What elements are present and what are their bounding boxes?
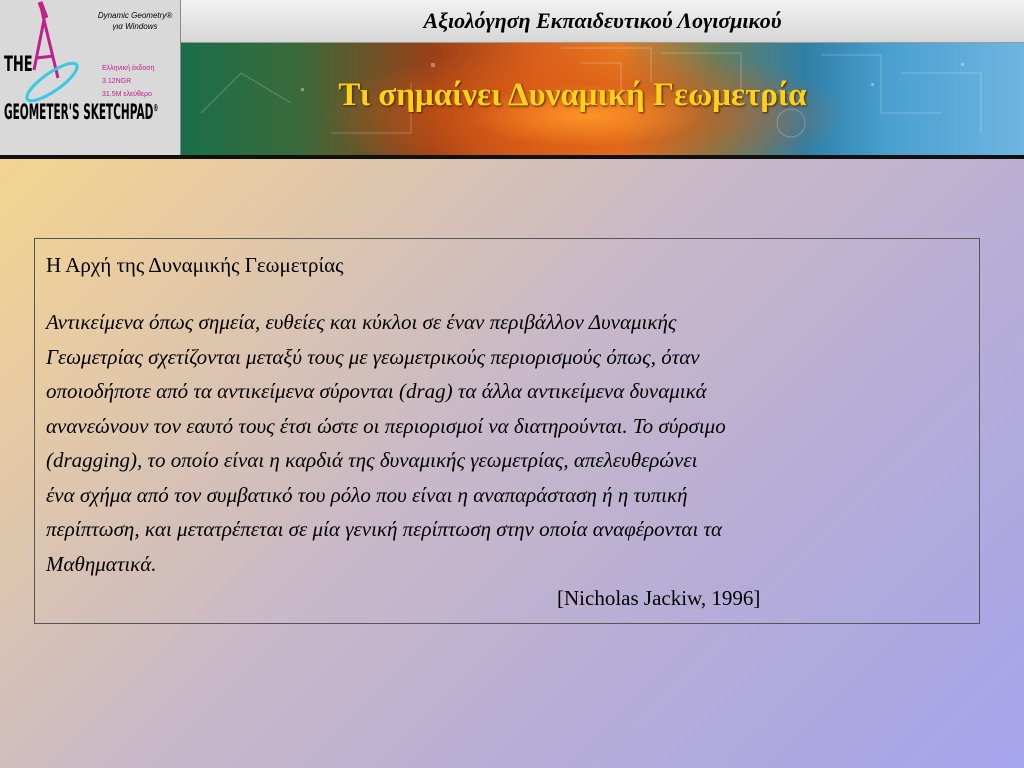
quote-box [34,238,980,624]
logo-tagline-line2: για Windows [112,22,158,31]
logo-edition-line2: 31.5M ελεύθερο [102,91,152,98]
quote-line: περίπτωση, και μετατρέπεται σε μία γενική περίπτωση στην οποία αναφέρονται τα [46,517,723,541]
logo-the: THE [4,52,33,76]
quote-line: Αντικείμενα όπως σημεία, ευθείες και κύκλοι σε έναν περιβάλλον Δυναμικής [46,310,677,334]
quote-line: οποιοδήποτε από τα αντικείμενα σύρονται (drag) τα άλλα αντικείμενα δυναμικά [46,379,707,403]
sketchpad-logo [0,0,181,155]
quote-heading: Η Αρχή της Δυναμικής Γεωμετρίας [46,253,344,277]
logo-registered-mark: ® [153,103,159,114]
quote-line: ένα σχήμα από τον συμβατικό του ρόλο που είναι η αναπαράσταση ή η τυπική [46,482,688,507]
header-divider [0,155,1024,159]
quote-paragraph [46,305,967,581]
quote-line: Γεωμετρίας σχετίζονται μεταξύ τους με γεωμετρικούς περιορισμούς όπως, όταν [46,344,700,369]
header-strip [181,0,1024,43]
logo-tagline [90,10,180,32]
logo-edition [102,62,174,101]
header-banner [181,43,1024,155]
slide-title: Τι σημαίνει Δυναμική Γεωμετρία [338,77,807,113]
quote-line: ανανεώνουν τον εαυτό τους έτσι ώστε οι περιορισμοί να διατηρούνται. Το σύρσιμο [46,413,726,438]
quote-line: Μαθηματικά. [46,551,157,576]
logo-tagline-line1: Dynamic Geometry® [97,11,173,20]
logo-edition-line1: Ελληνική έκδοση 3.12NGR [102,65,155,85]
logo-name-text: GEOMETER'S SKETCHPAD [4,100,154,124]
course-title: Αξιολόγηση Εκπαιδευτικού Λογισμικού [423,8,782,33]
logo-name [4,98,158,123]
quote-citation: [Nicholas Jackiw, 1996] [557,586,761,610]
quote-line: (dragging), το οποίο είναι η καρδιά της δυναμικής γεωμετρίας, απελευθερώνει [46,448,698,472]
